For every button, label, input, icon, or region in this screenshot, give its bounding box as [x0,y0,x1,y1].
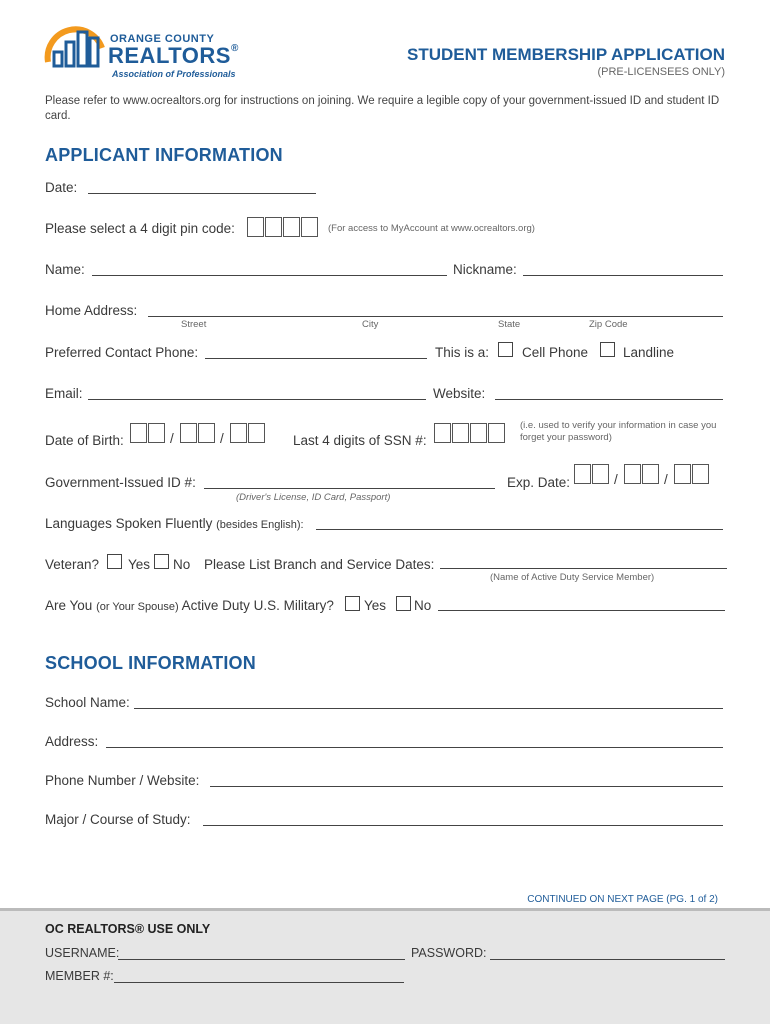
page-title: STUDENT MEMBERSHIP APPLICATION [407,45,725,64]
logo-line1: ORANGE COUNTY [110,33,215,45]
nickname-label: Nickname: [453,262,517,277]
logo-line2 [108,43,239,69]
dob-slash-2: / [220,431,224,446]
logo [44,18,239,80]
address-field[interactable] [148,316,723,317]
phone-label: Preferred Contact Phone: [45,345,199,360]
address-street-caption: Street [181,319,207,330]
languages-label-sub: (besides English): [216,519,304,531]
veteran-yes-checkbox[interactable] [107,554,122,569]
password-field[interactable] [490,959,725,960]
exp-year-2[interactable] [692,464,709,484]
school-heading: SCHOOL INFORMATION [45,653,256,673]
office-use-panel [0,908,770,1024]
date-field[interactable] [88,193,316,194]
dob-day-2[interactable] [198,423,215,443]
exp-day-1[interactable] [624,464,641,484]
active-duty-field[interactable] [438,610,725,611]
dob-day-1[interactable] [180,423,197,443]
exp-day-2[interactable] [642,464,659,484]
intro-text: Please refer to www.ocrealtors.org for instructions on joining. We require a legible copy of your government-issued ID and student ID card. [45,95,720,122]
ssn-box-3[interactable] [470,423,487,443]
password-label: PASSWORD: [411,946,487,960]
veteran-label: Veteran? [45,557,100,572]
veteran-no-label: No [173,557,191,572]
languages-label-main: Languages Spoken Fluently [45,516,213,531]
active-duty-q-pre: Are You [45,598,93,613]
ssn-box-1[interactable] [434,423,451,443]
dob-slash-1: / [170,431,174,446]
veteran-yes-label: Yes [128,557,151,572]
exp-slash-2: / [664,472,668,487]
ssn-box-2[interactable] [452,423,469,443]
major-field[interactable] [203,825,723,826]
pin-box-3[interactable] [283,217,300,237]
school-phone-field[interactable] [210,786,723,787]
email-field[interactable] [88,399,426,400]
member-number-label: MEMBER #: [45,969,114,983]
logo-line3: Association of Professionals [112,69,236,79]
school-address-label: Address: [45,734,99,749]
landline-label: Landline [623,345,675,360]
active-duty-no-checkbox[interactable] [396,596,411,611]
pin-box-2[interactable] [265,217,282,237]
active-duty-yes-label: Yes [364,598,387,613]
nickname-field[interactable] [523,275,723,276]
active-duty-no-label: No [414,598,432,613]
phone-field[interactable] [205,358,427,359]
exp-slash-1: / [614,472,618,487]
member-number-field[interactable] [114,982,404,983]
continued-note: CONTINUED ON NEXT PAGE (PG. 1 of 2) [527,894,718,905]
pin-box-1[interactable] [247,217,264,237]
exp-month-2[interactable] [592,464,609,484]
logo-realtors: REALTORS [108,43,231,68]
date-label: Date: [45,180,78,195]
school-address-field[interactable] [106,747,723,748]
ssn-label: Last 4 digits of SSN #: [293,433,427,448]
pin-note: (For access to MyAccount at www.ocrealtors.org) [328,223,535,234]
exp-month-1[interactable] [574,464,591,484]
school-phone-label: Phone Number / Website: [45,773,200,788]
ssn-note: (i.e. used to verify your information in case you forget your password) [520,420,717,443]
govid-field[interactable] [204,488,495,489]
exp-year-1[interactable] [674,464,691,484]
dob-month-2[interactable] [148,423,165,443]
this-is-label: This is a: [435,345,490,360]
name-field[interactable] [92,275,447,276]
applicant-heading: APPLICANT INFORMATION [45,145,283,165]
logo-building-icon [44,18,106,78]
school-name-label: School Name: [45,695,130,710]
email-label: Email: [45,386,83,401]
govid-label: Government-Issued ID #: [45,475,196,490]
pin-label: Please select a 4 digit pin code: [45,221,235,236]
pin-box-4[interactable] [301,217,318,237]
name-label: Name: [45,262,85,277]
dob-year-2[interactable] [248,423,265,443]
logo-reg: ® [230,43,239,54]
username-label: USERNAME: [45,946,120,960]
branch-field[interactable] [440,568,727,569]
office-use-heading: OC REALTORS® USE ONLY [45,922,211,936]
dob-label: Date of Birth: [45,433,124,448]
ssn-box-4[interactable] [488,423,505,443]
landline-checkbox[interactable] [600,342,615,357]
address-zip-caption: Zip Code [589,319,628,330]
address-city-caption: City [362,319,379,330]
address-state-caption: State [498,319,521,330]
dob-year-1[interactable] [230,423,247,443]
branch-label: Please List Branch and Service Dates: [204,557,435,572]
website-field[interactable] [495,399,723,400]
active-duty-yes-checkbox[interactable] [345,596,360,611]
page-subtitle: (PRE-LICENSEES ONLY) [597,66,725,78]
active-duty-q-post: Active Duty U.S. Military? [181,598,334,613]
website-label: Website: [433,386,486,401]
languages-field[interactable] [316,529,723,530]
address-label: Home Address: [45,303,138,318]
dob-month-1[interactable] [130,423,147,443]
username-field[interactable] [118,959,405,960]
active-duty-note: (Name of Active Duty Service Member) [490,572,655,583]
exp-date-label: Exp. Date: [507,475,571,490]
school-name-field[interactable] [134,708,723,709]
active-duty-question [45,598,334,613]
active-duty-q-sub: (or Your Spouse) [96,601,179,613]
govid-note: (Driver's License, ID Card, Passport) [236,492,391,503]
veteran-no-checkbox[interactable] [154,554,169,569]
cell-phone-checkbox[interactable] [498,342,513,357]
cell-phone-label: Cell Phone [522,345,589,360]
major-label: Major / Course of Study: [45,812,191,827]
languages-label [45,516,304,531]
